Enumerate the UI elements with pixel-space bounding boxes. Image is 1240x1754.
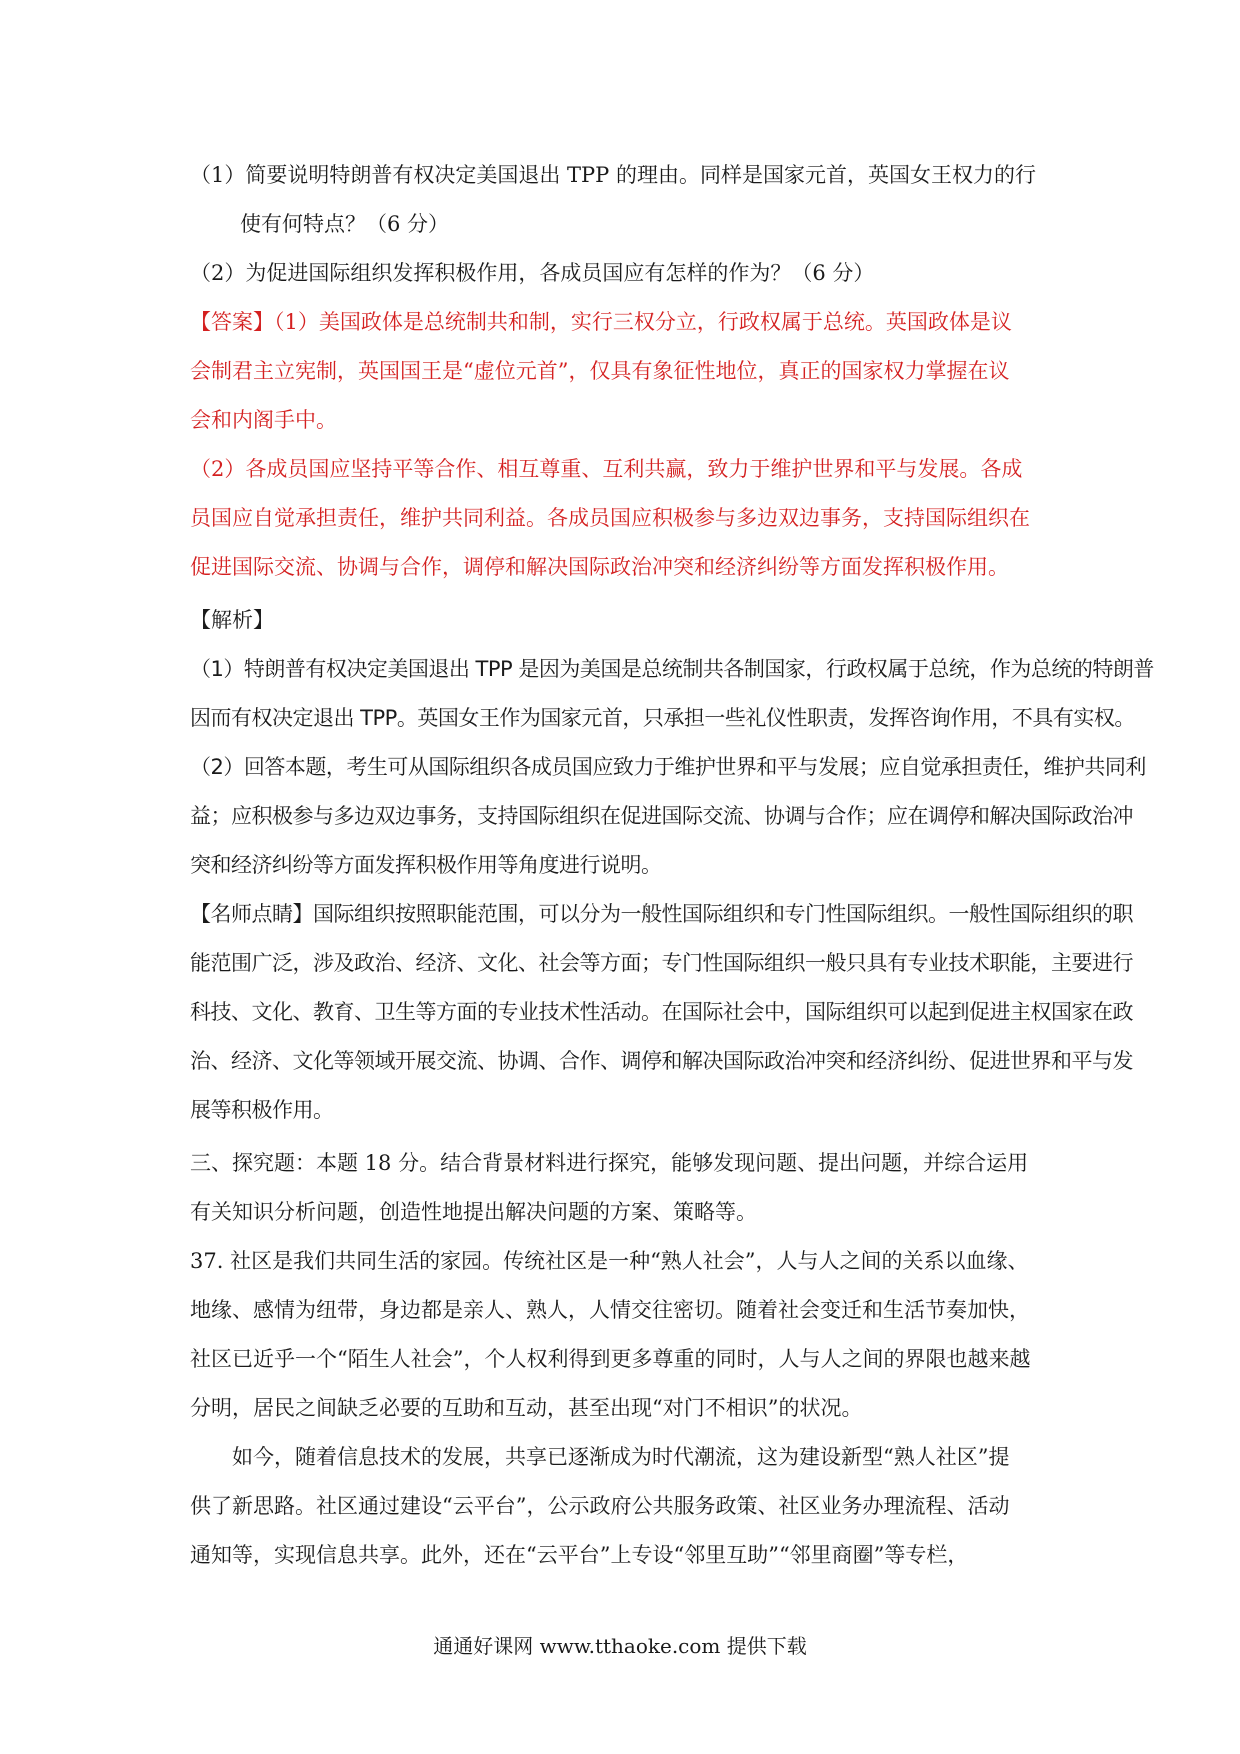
section-3-line-2: 有关知识分析问题，创造性地提出解决问题的方案、策略等。 xyxy=(190,1200,757,1224)
question-1-line-2: 使有何特点？（6 分） xyxy=(240,212,450,236)
analysis-line-2: 因而有权决定退出 TPP。英国女王作为国家元首，只承担一些礼仪性职责，发挥咨询作用，不具有实权。 xyxy=(190,706,1135,730)
answer-line-4: （2）各成员国应坚持平等合作、相互尊重、互利共赢，致力于维护世界和平与发展。各成 xyxy=(190,457,1023,481)
page-footer: 通通好课网 www.tthaoke.com 提供下载 xyxy=(433,1634,807,1658)
section-3-line-1: 三、探究题：本题 18 分。结合背景材料进行探究，能够发现问题、提出问题，并综合运用 xyxy=(190,1151,1029,1175)
tips-line-5: 展等积极作用。 xyxy=(190,1098,334,1122)
answer-line-6: 促进国际交流、协调与合作，调停和解决国际政治冲突和经济纠纷等方面发挥积极作用。 xyxy=(190,555,1009,579)
tips-line-1: 【名师点睛】国际组织按照职能范围，可以分为一般性国际组织和专门性国际组织。一般性国际组织的职 xyxy=(190,902,1133,926)
question-2: （2）为促进国际组织发挥积极作用，各成员国应有怎样的作为？（6 分） xyxy=(190,261,875,285)
q37-para1-line-4: 分明，居民之间缺乏必要的互助和互动，甚至出现“对门不相识”的状况。 xyxy=(190,1396,863,1420)
q37-para1-line-3: 社区已近乎一个“陌生人社会”，个人权利得到更多尊重的同时，人与人之间的界限也越来越 xyxy=(190,1347,1031,1371)
analysis-heading: 【解析】 xyxy=(190,608,274,632)
tips-line-3: 科技、文化、教育、卫生等方面的专业技术性活动。在国际社会中，国际组织可以起到促进主权国家在政 xyxy=(190,1000,1133,1024)
analysis-line-5: 突和经济纠纷等方面发挥积极作用等角度进行说明。 xyxy=(190,853,662,877)
q37-para1-line-1: 37. 社区是我们共同生活的家园。传统社区是一种“熟人社会”，人与人之间的关系以血缘、 xyxy=(190,1249,1029,1273)
answer-line-2: 会制君主立宪制，英国国王是“虚位元首”，仅具有象征性地位，真正的国家权力掌握在议 xyxy=(190,359,1010,383)
analysis-line-3: （2）回答本题，考生可从国际组织各成员国应致力于维护世界和平与发展；应自觉承担责任，维护共同利 xyxy=(190,755,1146,779)
answer-line-1: 【答案】（1）美国政体是总统制共和制，实行三权分立，行政权属于总统。英国政体是议 xyxy=(190,310,1012,334)
q37-para2-line-3: 通知等，实现信息共享。此外，还在“云平台”上专设“邻里互助”“邻里商圈”等专栏， xyxy=(190,1543,969,1567)
answer-line-5: 员国应自觉承担责任，维护共同利益。各成员国应积极参与多边双边事务，支持国际组织在 xyxy=(190,506,1030,530)
q37-para1-line-2: 地缘、感情为纽带，身边都是亲人、熟人，人情交往密切。随着社会变迁和生活节奏加快， xyxy=(190,1298,1030,1322)
q37-para2-line-2: 供了新思路。社区通过建设“云平台”，公示政府公共服务政策、社区业务办理流程、活动 xyxy=(190,1494,1010,1518)
analysis-line-4: 益；应积极参与多边双边事务，支持国际组织在促进国际交流、协调与合作；应在调停和解决国际政治冲 xyxy=(190,804,1133,828)
q37-para2-line-1: 如今，随着信息技术的发展，共享已逐渐成为时代潮流，这为建设新型“熟人社区”提 xyxy=(232,1445,1010,1469)
tips-line-2: 能范围广泛，涉及政治、经济、文化、社会等方面；专门性国际组织一般只具有专业技术职能，主要进行 xyxy=(190,951,1133,975)
analysis-line-1: （1）特朗普有权决定美国退出 TPP 是因为美国是总统制共各制国家，行政权属于总统，作为总统的特朗普 xyxy=(190,657,1154,681)
answer-line-3: 会和内阁手中。 xyxy=(190,408,337,432)
tips-line-4: 治、经济、文化等领域开展交流、协调、合作、调停和解决国际政治冲突和经济纠纷、促进世界和平与发 xyxy=(190,1049,1133,1073)
question-1-line-1: （1）简要说明特朗普有权决定美国退出 TPP 的理由。同样是国家元首，英国女王权力的行 xyxy=(190,163,1036,187)
